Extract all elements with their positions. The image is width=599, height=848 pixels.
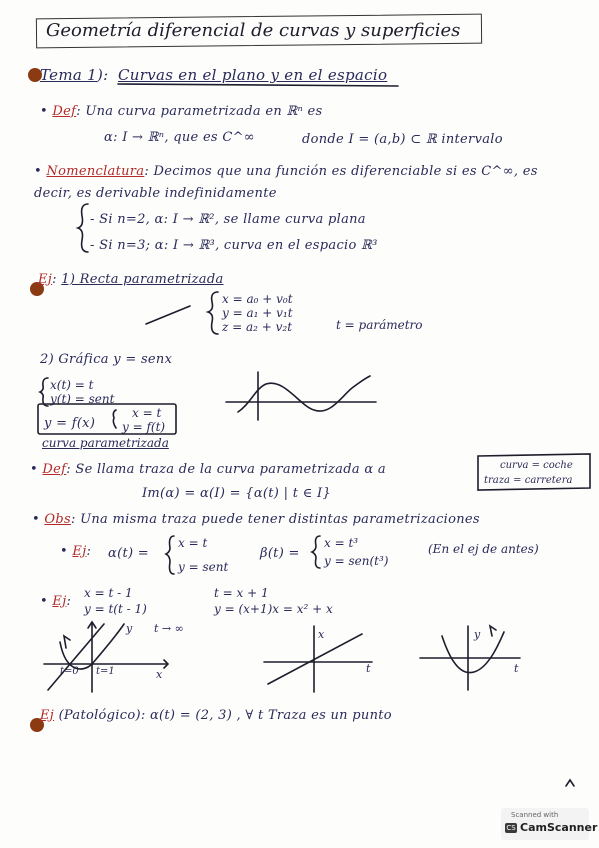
ej3-b1: x = t³ xyxy=(324,536,359,550)
g2-line xyxy=(268,634,362,684)
tema-underline xyxy=(118,84,398,86)
def1-block: • Def: Una curva parametrizada en ℝⁿ es xyxy=(40,104,323,119)
brace-ej1 xyxy=(208,292,218,334)
def2-block: • Def: Se llama traza de la curva parametrizada α a xyxy=(30,462,386,477)
ej1-eq1: x = a₀ + v₀t xyxy=(222,292,293,306)
ej4-lab-x2: x xyxy=(318,628,325,641)
ej2-box-left: y = f(x) xyxy=(44,416,96,431)
ej1-block: Ej: 1) Recta parametrizada xyxy=(38,272,224,287)
ej2-sys2: y(t) = sent xyxy=(50,392,115,406)
scanner-top: Scanned with xyxy=(511,811,559,819)
page-mark xyxy=(566,780,574,786)
g3-curve xyxy=(442,632,504,673)
ej3-label: • Ej: xyxy=(60,544,92,559)
ej4-r2: y = (x+1)x = x² + x xyxy=(214,602,333,616)
ej1-eq2: y = a₁ + v₁t xyxy=(222,306,293,320)
ej1-param: t = parámetro xyxy=(336,318,423,332)
nomenclatura-item1: - Si n=2, α: I → ℝ², se llame curva plana xyxy=(90,212,366,227)
ej3-a1: x = t xyxy=(178,536,208,550)
def2-note-box xyxy=(478,454,590,490)
g3-arrow xyxy=(490,626,496,636)
brace-ej2-box xyxy=(113,410,116,428)
def2-note2: traza = carretera xyxy=(484,475,573,486)
ej4-lab-tinf: t → ∞ xyxy=(154,622,184,635)
def1-formula: α: I → ℝⁿ, que es C^∞ xyxy=(104,130,255,145)
ej4-lab-t1: t=1 xyxy=(96,666,115,677)
page-title: Geometría diferencial de curvas y superficies xyxy=(46,20,461,41)
scanner-brand: CamScanner xyxy=(520,821,598,834)
ej4-l1: x = t - 1 xyxy=(84,586,133,600)
def2-image: Im(α) = α(I) = {α(t) | t ∈ I} xyxy=(142,486,332,501)
brace-nomenclatura xyxy=(78,204,88,252)
nomenclatura-item2: - Si n=3; α: I → ℝ³, curva en el espacio ℝ³ xyxy=(90,238,378,253)
ej2-box xyxy=(38,404,176,434)
ej2-sys1: x(t) = t xyxy=(50,378,94,392)
ej4-r1: t = x + 1 xyxy=(214,586,269,600)
ej4-label: • Ej: xyxy=(40,594,72,609)
ej2-item: 2) Gráfica y = senx xyxy=(40,352,173,367)
camscanner-logo-icon: CS xyxy=(506,824,516,832)
ej3-note: (En el ej de antes) xyxy=(428,542,539,556)
ej3-beta: β(t) = xyxy=(260,546,300,561)
brace-beta xyxy=(312,536,320,568)
nomenclatura-line2: decir, es derivable indefinidamente xyxy=(34,186,277,201)
ej1-line xyxy=(146,306,190,324)
tema-heading: Curvas en el plano y en el espacio xyxy=(118,66,388,84)
ej3-alpha: α(t) = xyxy=(108,546,149,561)
ej1-eq3: z = a₂ + v₂t xyxy=(222,320,293,334)
ej4-lab-y: y xyxy=(126,622,133,635)
brace-ej2 xyxy=(40,378,48,406)
ej3-a2: y = sent xyxy=(178,560,229,574)
ej2-caption: curva parametrizada xyxy=(42,436,169,450)
def1-interval: donde I = (a,b) ⊂ ℝ intervalo xyxy=(302,132,503,147)
ej4-lab-t3: t xyxy=(514,662,519,675)
g1-line xyxy=(48,624,104,690)
ej4-lab-x: x xyxy=(156,668,163,681)
ej4-lab-y3: y xyxy=(474,628,481,641)
ej2-box-r1: x = t xyxy=(132,406,162,420)
ej2-box-r2: y = f(t) xyxy=(122,420,166,434)
nomenclatura-block: • Nomenclatura: Decimos que una función es diferenciable si es C^∞, es xyxy=(34,164,538,179)
brace-alpha xyxy=(166,536,174,574)
obs-block: • Obs: Una misma traza puede tener distintas parametrizaciones xyxy=(32,512,480,527)
scanner-badge xyxy=(501,808,598,840)
ej4-lab-t0: t=0 xyxy=(60,666,79,677)
def2-note1: curva = coche xyxy=(500,460,573,471)
ej4-l2: y = t(t - 1) xyxy=(84,602,147,616)
ej5-block: Ej (Patológico): α(t) = (2, 3) , ∀ t Traza es un punto xyxy=(40,708,392,723)
g1-left-arrow xyxy=(64,636,70,648)
tema-label: Tema 1): xyxy=(40,66,109,84)
ej4-lab-t2: t xyxy=(366,662,371,675)
ej3-b2: y = sen(t³) xyxy=(324,554,389,568)
